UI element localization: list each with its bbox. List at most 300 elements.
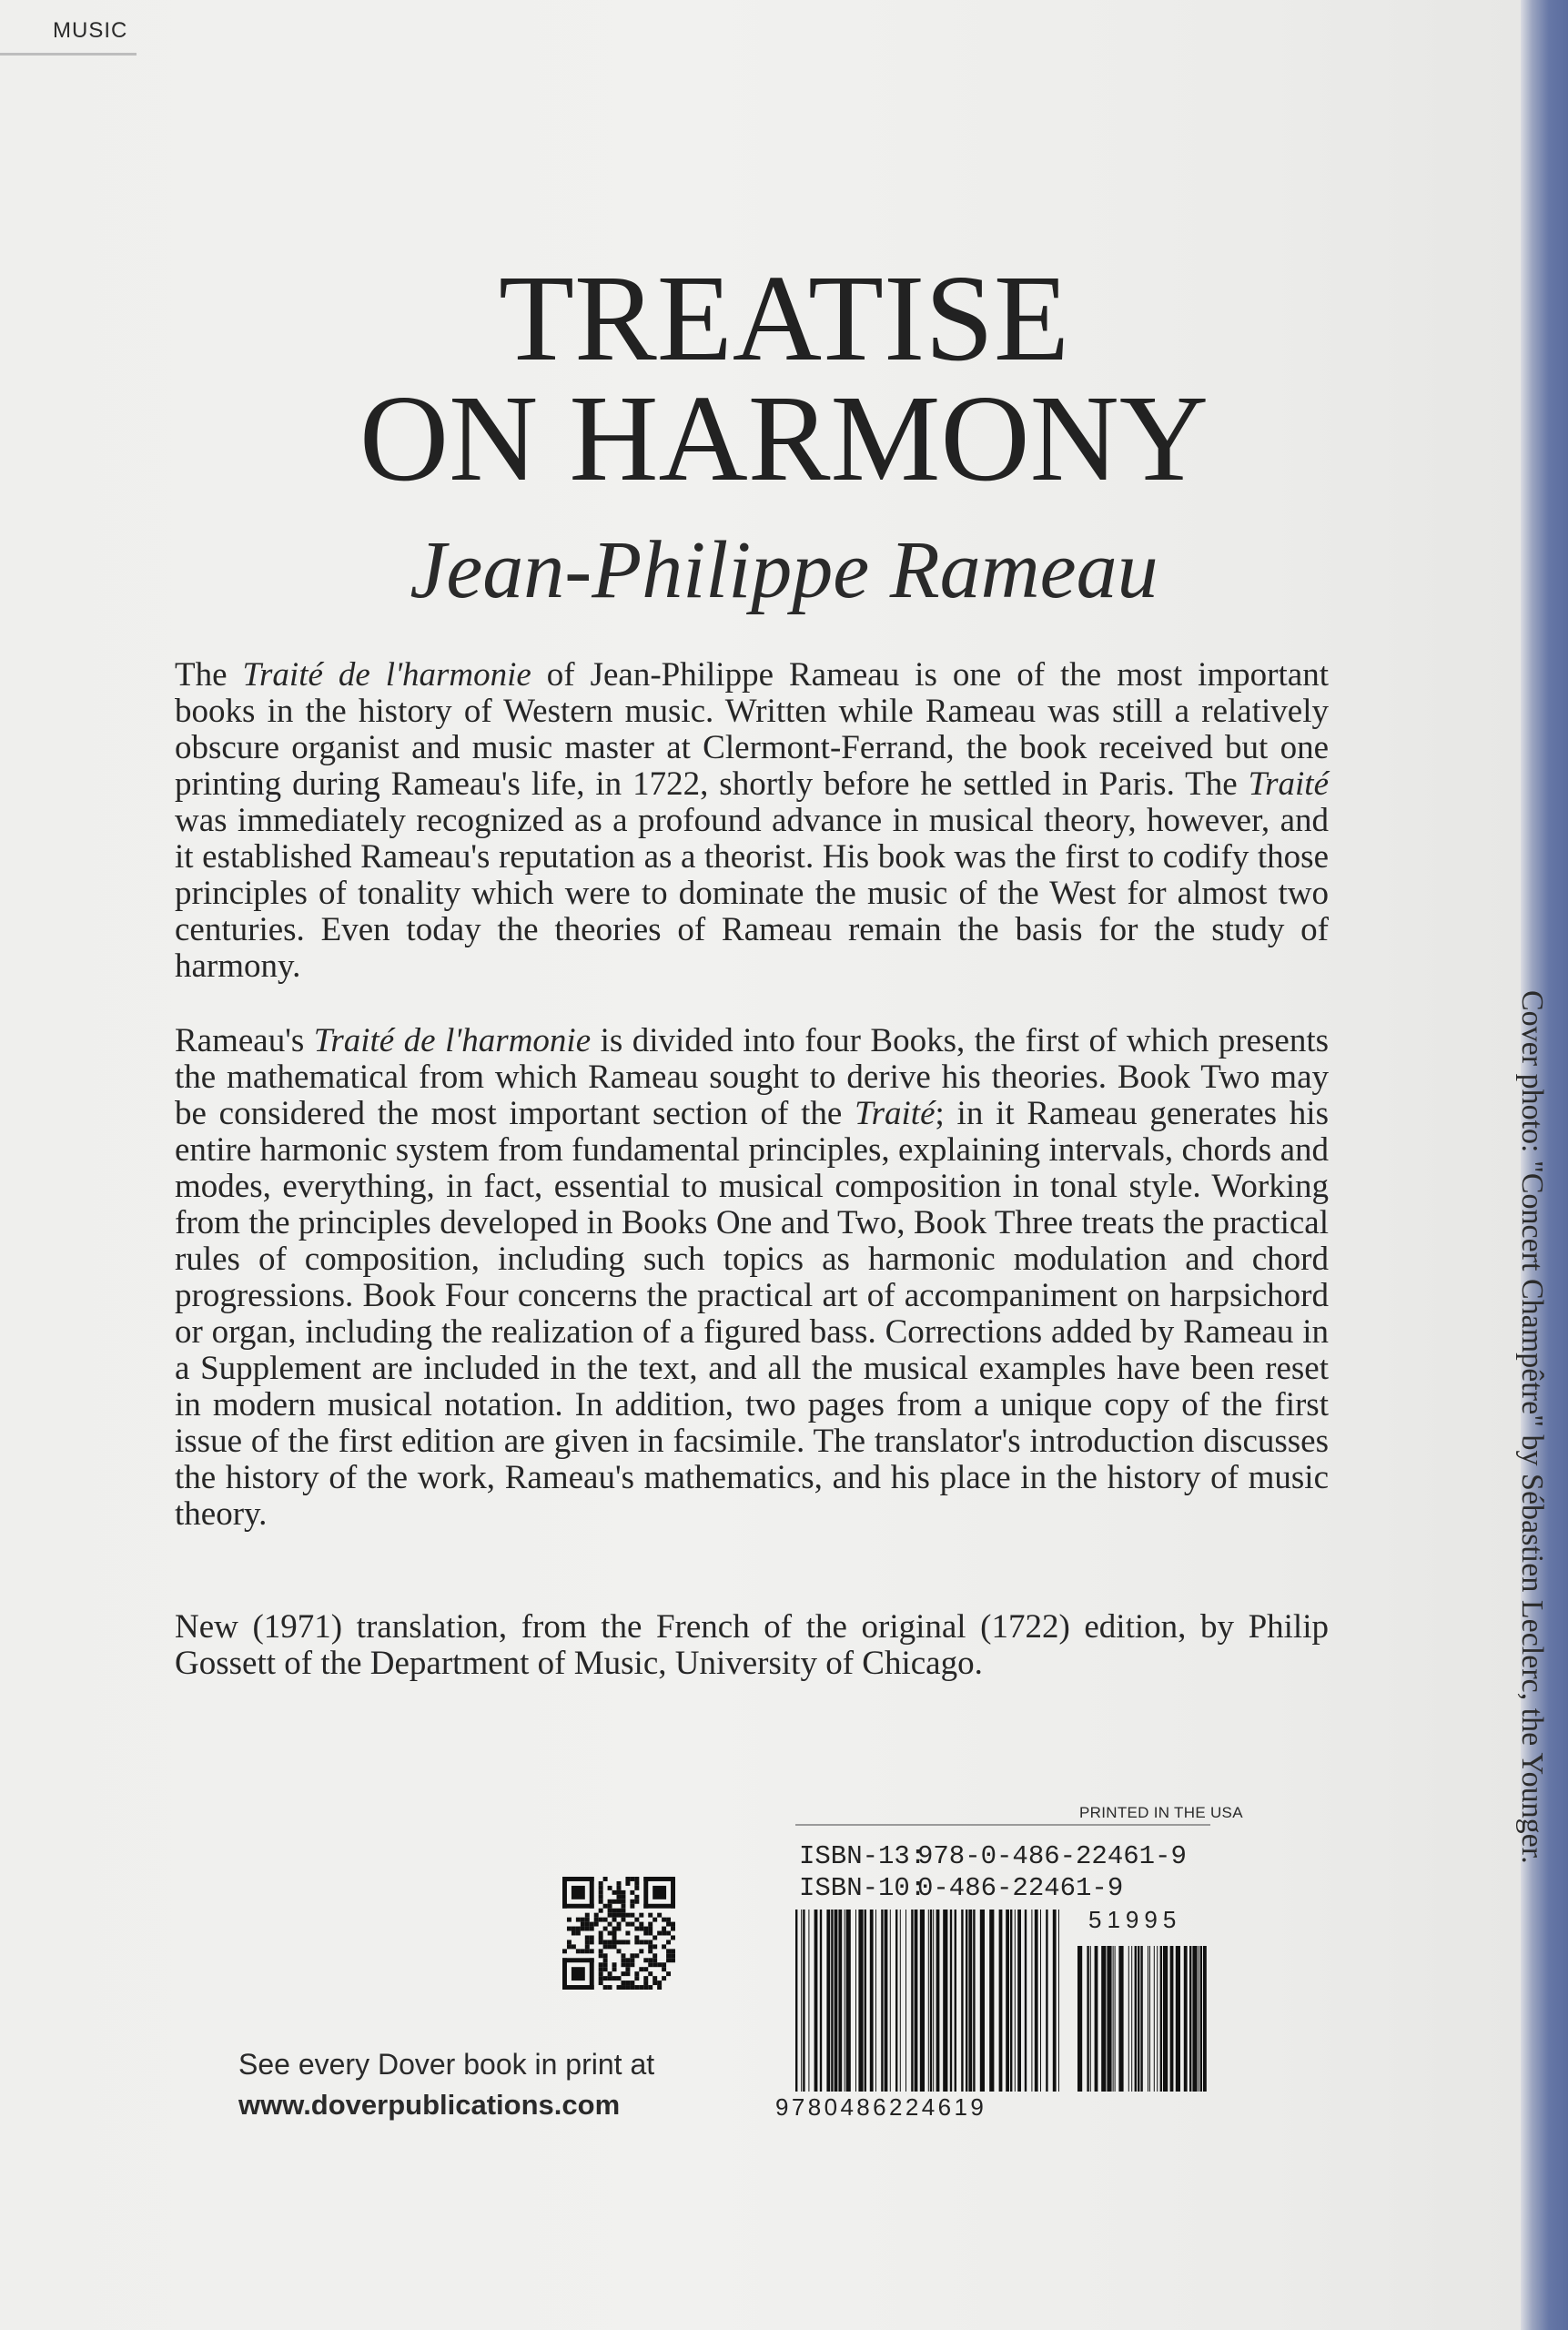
barcode-bar: [1176, 1946, 1180, 2092]
barcode-bar: [881, 1910, 883, 2092]
barcode-bar: [1035, 1910, 1038, 2092]
qr-module: [662, 1976, 666, 1980]
paragraph-text-run: The: [175, 656, 243, 694]
qr-module: [662, 1967, 666, 1971]
book-title-italic: Traité: [855, 1095, 936, 1132]
qr-module: [603, 1967, 608, 1971]
qr-module: [599, 1976, 603, 1980]
barcode-bar: [1053, 1910, 1057, 2092]
paragraph-text-run: of Jean-Philippe Rameau is one of the most important books in the history of Western music. Written while Rameau was still a relatively obscure organist and music master at Clermont-Ferrand, the book received but one printing during Rameau's life, in 1722, shortly before he settled in Paris. The: [175, 656, 1329, 803]
qr-module: [621, 1899, 625, 1904]
qr-module: [652, 1958, 657, 1962]
barcode-bar: [875, 1910, 876, 2092]
qr-module: [652, 1953, 657, 1958]
qr-module: [585, 1927, 590, 1931]
qr-module: [643, 1927, 648, 1931]
qr-module: [621, 1918, 625, 1922]
qr-module: [657, 1913, 662, 1918]
qr-module: [657, 1980, 662, 1985]
qr-module: [567, 1927, 572, 1931]
qr-module: [562, 1949, 567, 1953]
qr-module: [581, 1949, 585, 1953]
qr-module: [639, 1940, 643, 1944]
qr-module: [581, 1922, 585, 1927]
qr-module: [643, 1904, 675, 1909]
qr-module: [612, 1918, 617, 1922]
qr-module: [662, 1918, 666, 1922]
barcode-bar: [928, 1910, 929, 2092]
title-line-1: TREATISE: [498, 250, 1070, 387]
qr-module: [625, 1931, 630, 1936]
qr-module: [608, 1971, 612, 1976]
qr-module: [599, 1895, 603, 1899]
qr-module: [599, 1886, 603, 1890]
category-tag: [0, 0, 137, 56]
qr-module: [608, 1913, 612, 1918]
barcode-bar: [1017, 1910, 1021, 2092]
qr-module: [617, 1927, 622, 1931]
barcode-bar: [1192, 1946, 1197, 2092]
qr-module: [666, 1922, 671, 1927]
qr-module: [562, 1985, 594, 1990]
barcode-bar: [1131, 1946, 1132, 2092]
qr-module: [634, 1940, 639, 1944]
barcode-bar: [1095, 1946, 1098, 2092]
barcode-bar: [968, 1910, 972, 2092]
qr-module: [585, 1949, 590, 1953]
qr-module: [671, 1935, 675, 1940]
qr-module: [630, 1913, 634, 1918]
title-line-2: ON HARMONY: [359, 370, 1209, 507]
qr-module: [621, 1962, 625, 1967]
barcode-bar: [801, 1910, 802, 2092]
qr-module: [639, 1913, 643, 1918]
barcode-bar: [915, 1910, 918, 2092]
qr-module: [567, 1918, 572, 1922]
barcode-bar: [814, 1910, 818, 2092]
paragraph-text-run: is divided into four Books, the first of which presents the mathematical from which Rameau sought to derive his theories. Book Two may be considered the most important section of the: [175, 1022, 1329, 1132]
qr-module: [612, 1913, 617, 1918]
qr-module: [572, 1944, 576, 1949]
qr-module: [671, 1877, 675, 1909]
qr-module: [652, 1980, 657, 1985]
barcode-bar: [835, 1910, 838, 2092]
qr-module: [572, 1886, 585, 1899]
qr-module: [608, 1985, 612, 1990]
isbn-13-line: [799, 1841, 1187, 1871]
qr-module: [612, 1890, 617, 1895]
barcode-bar: [885, 1910, 888, 2092]
barcode-bar: [858, 1910, 863, 2092]
barcode-bar: [1113, 1946, 1114, 2092]
qr-module: [617, 1909, 622, 1913]
qr-module: [630, 1922, 634, 1927]
qr-module: [567, 1944, 572, 1949]
paragraph-text-run: ; in it Rameau generates his entire harmonic system from fundamental principles, explaining intervals, chords and modes, everything, in fact, essential to musical composition in tonal style. Working from the principles developed in Books One and Two, Book Three treats the practical rules of composition, including such topics as harmonic modulation and chord progressions. Book Four concerns the practical art of accompaniment on harpsichord or organ, including the realization of a figured bass. Corrections added by Rameau in a Supplement are included in the text, and all the musical examples have been reset in modern musical notation. In addition, two pages from a unique copy of the first issue of the first edition are given in facsimile. The translator's introduction discusses the history of the work, Rameau's mathematics, and his place in the history of music theory.: [175, 1095, 1329, 1533]
qr-module: [634, 1899, 639, 1904]
qr-module: [612, 1927, 617, 1931]
qr-module: [643, 1976, 648, 1980]
qr-module: [599, 1935, 603, 1940]
qr-module: [621, 1953, 625, 1958]
barcode-bar: [1077, 1946, 1082, 2092]
qr-module: [562, 1958, 594, 1962]
qr-module: [599, 1980, 603, 1985]
qr-module: [625, 1922, 630, 1927]
qr-module: [648, 1962, 652, 1967]
barcode-bar: [890, 1910, 891, 2092]
barcode-divider: [795, 1824, 1210, 1826]
barcode-digits: 9780486224619: [775, 2093, 987, 2121]
barcode-bar: [1025, 1910, 1027, 2092]
qr-module: [585, 1944, 590, 1949]
qr-module: [634, 1985, 639, 1990]
barcode-bar: [1118, 1946, 1123, 2092]
qr-module: [671, 1958, 675, 1962]
qr-module: [576, 1927, 581, 1931]
description-paragraph-1: [175, 657, 1329, 985]
barcode-bar: [911, 1910, 913, 2092]
barcode-bar: [1135, 1946, 1137, 2092]
barcode-bar: [865, 1910, 866, 2092]
barcode-bar: [1138, 1946, 1139, 2092]
barcode-bar: [1006, 1910, 1009, 2092]
qr-module: [621, 1913, 625, 1918]
qr-module: [562, 1904, 594, 1909]
qr-module: [617, 1881, 622, 1886]
qr-module: [652, 1886, 666, 1899]
qr-module: [630, 1877, 634, 1881]
qr-module: [572, 1967, 585, 1980]
qr-module: [594, 1918, 599, 1922]
qr-module: [581, 1918, 585, 1922]
qr-module: [634, 1877, 639, 1881]
qr-module: [652, 1944, 657, 1949]
barcode-bar: [795, 1910, 797, 2092]
description-paragraph-3: [175, 1609, 1329, 1682]
qr-module: [625, 1958, 630, 1962]
paragraph-text-run: Rameau's: [175, 1022, 314, 1059]
barcode-bar: [831, 1910, 833, 2092]
qr-module: [648, 1949, 652, 1953]
qr-module: [648, 1931, 652, 1936]
description-paragraph-2: [175, 1023, 1329, 1533]
qr-module: [576, 1949, 581, 1953]
qr-module: [603, 1962, 608, 1967]
qr-module: [608, 1904, 612, 1909]
publisher-website-link[interactable]: www.doverpublications.com: [238, 2089, 621, 2121]
qr-module: [612, 1976, 617, 1980]
barcode-bar: [1200, 1946, 1202, 2092]
paragraph-text-run: was immediately recognized as a profound advance in musical theory, however, and it established Rameau's reputation as a theorist. His book was the first to codify those principles of tonality which were to dominate the music of the West for almost two centuries. Even today the theories of Rameau remain the basis for the study of harmony.: [175, 802, 1329, 985]
qr-module: [643, 1931, 648, 1936]
qr-module: [666, 1953, 671, 1958]
qr-module: [599, 1971, 603, 1976]
qr-module: [608, 1922, 612, 1927]
qr-module: [585, 1935, 590, 1940]
qr-module: [621, 1980, 625, 1985]
barcode-bar: [1140, 1946, 1142, 2092]
qr-module: [612, 1931, 617, 1936]
qr-module: [657, 1985, 662, 1990]
barcode-bar: [1031, 1910, 1032, 2092]
barcode-bar: [1107, 1946, 1111, 2092]
qr-module: [599, 1890, 603, 1895]
qr-module: [599, 1909, 603, 1913]
barcode-bar: [950, 1910, 952, 2092]
qr-module: [617, 1976, 622, 1980]
barcode-bar: [1128, 1946, 1129, 2092]
barcode-bar: [1184, 1946, 1188, 2092]
qr-module: [671, 1927, 675, 1931]
qr-module: [639, 1922, 643, 1927]
qr-module: [608, 1899, 612, 1904]
qr-module: [652, 1976, 657, 1980]
barcode-bar: [1170, 1946, 1174, 2092]
qr-module: [572, 1931, 576, 1936]
qr-module: [594, 1913, 599, 1918]
qr-module: [643, 1877, 675, 1881]
qr-module: [621, 1985, 625, 1990]
qr-module: [648, 1958, 652, 1962]
qr-module: [603, 1918, 608, 1922]
qr-module: [639, 1967, 643, 1971]
qr-module: [625, 1877, 630, 1881]
qr-module: [581, 1927, 585, 1931]
barcode-bar: [803, 1910, 804, 2092]
isbn-13-label: ISBN-13:: [799, 1841, 926, 1871]
qr-module: [634, 1953, 639, 1958]
barcode-bar: [1160, 1946, 1162, 2092]
qr-module: [608, 1886, 612, 1890]
qr-module: [621, 1909, 625, 1913]
qr-module: [594, 1922, 599, 1927]
qr-module: [603, 1958, 608, 1962]
qr-module: [625, 1881, 630, 1886]
qr-module: [617, 1985, 622, 1990]
qr-module: [585, 1918, 590, 1922]
qr-module: [608, 1944, 612, 1949]
qr-module: [599, 1967, 603, 1971]
isbn-10-label: ISBN-10:: [799, 1873, 926, 1903]
barcode-bar: [1010, 1910, 1012, 2092]
barcode-bar: [966, 1910, 967, 2092]
paragraph-text-run: New (1971) translation, from the French of the original (1722) edition, by Philip Gossett of the Department of Music, University of Chicago.: [175, 1608, 1329, 1682]
barcode-bar: [980, 1910, 985, 2092]
qr-module: [621, 1940, 625, 1944]
qr-module: [617, 1922, 622, 1927]
barcode-bar: [1058, 1910, 1059, 2092]
qr-module: [625, 1967, 630, 1971]
qr-module: [666, 1949, 671, 1953]
qr-module: [648, 1944, 652, 1949]
qr-module: [630, 1890, 634, 1895]
qr-module: [576, 1918, 581, 1922]
barcode-bar: [846, 1910, 851, 2092]
barcode-bar: [1090, 1946, 1091, 2092]
qr-module: [666, 1918, 671, 1922]
barcode-bar: [961, 1910, 963, 2092]
qr-module: [630, 1980, 634, 1985]
qr-module: [612, 1899, 617, 1904]
book-title-italic: Traité de l'harmonie: [313, 1022, 592, 1059]
qr-module: [639, 1985, 643, 1990]
qr-module: [590, 1927, 594, 1931]
qr-module: [634, 1886, 639, 1890]
qr-module: [625, 1971, 630, 1976]
barcode-bar: [936, 1910, 940, 2092]
qr-module: [648, 1927, 652, 1931]
qr-module: [662, 1927, 666, 1931]
qr-module: [671, 1949, 675, 1953]
qr-module: [612, 1962, 617, 1967]
qr-module: [599, 1940, 603, 1944]
qr-module: [652, 1935, 657, 1940]
qr-module: [657, 1962, 662, 1967]
isbn-10-value: 0-486-22461-9: [917, 1873, 1124, 1903]
qr-module: [585, 1940, 590, 1944]
barcode-bar: [973, 1910, 975, 2092]
qr-module: [603, 1985, 608, 1990]
qr-module: [608, 1940, 612, 1944]
qr-module: [643, 1967, 648, 1971]
barcode-bar: [1101, 1946, 1106, 2092]
qr-module: [617, 1899, 622, 1904]
qr-module: [625, 1962, 630, 1967]
qr-module: [625, 1940, 630, 1944]
barcode-bar: [1046, 1910, 1047, 2092]
qr-module: [648, 1922, 652, 1927]
book-title-italic: Traité: [1248, 765, 1329, 803]
barcode-bar: [1163, 1946, 1168, 2092]
qr-module: [599, 1931, 603, 1936]
qr-module: [603, 1944, 608, 1949]
qr-module: [671, 1953, 675, 1958]
barcode-bar: [855, 1910, 856, 2092]
price-code: 51995: [1088, 1906, 1182, 1933]
qr-module: [630, 1985, 634, 1990]
qr-module: [599, 1918, 603, 1922]
category-label: MUSIC: [53, 18, 128, 43]
qr-module: [621, 1904, 625, 1909]
barcode-bar: [1015, 1910, 1016, 2092]
qr-module: [666, 1958, 671, 1962]
qr-module: [648, 1913, 652, 1918]
barcode-bar: [895, 1910, 897, 2092]
barcode-bar: [930, 1910, 932, 2092]
qr-module: [643, 1980, 648, 1985]
barcode-bar: [920, 1910, 925, 2092]
isbn-10-line: [799, 1873, 1123, 1903]
qr-module: [666, 1931, 671, 1936]
qr-module: [612, 1940, 617, 1944]
barcode-bar: [989, 1910, 994, 2092]
barcode-bar: [900, 1910, 901, 2092]
barcode-bar: [820, 1910, 822, 2092]
qr-module: [585, 1913, 590, 1918]
qr-module: [590, 1935, 594, 1940]
qr-module: [662, 1931, 666, 1936]
qr-module: [634, 1971, 639, 1976]
qr-module: [599, 1881, 603, 1886]
barcode-bar: [1203, 1946, 1207, 2092]
qr-module: [590, 1940, 594, 1944]
qr-module: [599, 1953, 603, 1958]
barcode-bar: [1157, 1946, 1158, 2092]
qr-module: [617, 1913, 622, 1918]
qr-module: [608, 1931, 612, 1936]
qr-module: [562, 1958, 567, 1990]
qr-module: [617, 1895, 622, 1899]
author-name: Jean-Philippe Rameau: [410, 525, 1158, 615]
qr-module: [617, 1940, 622, 1944]
qr-module: [625, 1980, 630, 1985]
qr-module: [603, 1953, 608, 1958]
isbn-barcode: [794, 1910, 1212, 2101]
qr-module: [652, 1962, 657, 1967]
qr-module: [621, 1958, 625, 1962]
qr-module: [648, 1985, 652, 1990]
qr-module: [599, 1962, 603, 1967]
qr-module: [590, 1877, 594, 1909]
qr-module: [634, 1895, 639, 1899]
barcode-bar: [870, 1910, 874, 2092]
qr-module: [652, 1918, 657, 1922]
promo-text: See every Dover book in print at: [238, 2048, 655, 2081]
qr-module: [608, 1976, 612, 1980]
qr-module: [612, 1944, 617, 1949]
qr-module: [630, 1958, 634, 1962]
qr-module: [643, 1958, 648, 1962]
barcode-bar: [1040, 1910, 1041, 2092]
qr-module: [617, 1890, 622, 1895]
qr-module: [625, 1913, 630, 1918]
qr-module: [590, 1922, 594, 1927]
qr-module: [608, 1909, 612, 1913]
qr-module: [639, 1927, 643, 1931]
qr-module: [630, 1953, 634, 1958]
qr-module: [662, 1944, 666, 1949]
qr-module: [621, 1971, 625, 1976]
qr-module: [634, 1918, 639, 1922]
barcode-bar: [808, 1910, 809, 2092]
qr-module: [643, 1940, 648, 1944]
barcode-bar: [933, 1910, 934, 2092]
barcode-bar: [943, 1910, 947, 2092]
barcode-bar: [826, 1910, 830, 2092]
qr-module: [590, 1958, 594, 1990]
barcode-bar: [905, 1910, 906, 2092]
barcode-bar: [1087, 1946, 1088, 2092]
qr-module: [612, 1967, 617, 1971]
qr-module: [648, 1940, 652, 1944]
qr-module: [617, 1949, 622, 1953]
qr-module: [562, 1877, 594, 1881]
qr-module: [572, 1927, 576, 1931]
printed-in-label: PRINTED IN THE USA: [1079, 1804, 1243, 1821]
qr-code-icon: [562, 1877, 675, 1990]
qr-module: [621, 1895, 625, 1899]
qr-module: [671, 1922, 675, 1927]
qr-module: [634, 1881, 639, 1886]
qr-module: [630, 1962, 634, 1967]
qr-module: [634, 1927, 639, 1931]
isbn-13-value: 978-0-486-22461-9: [917, 1841, 1187, 1871]
qr-module: [662, 1962, 666, 1967]
barcode-bar: [1149, 1946, 1150, 2092]
qr-module: [666, 1940, 671, 1944]
barcode-bar: [999, 1910, 1003, 2092]
